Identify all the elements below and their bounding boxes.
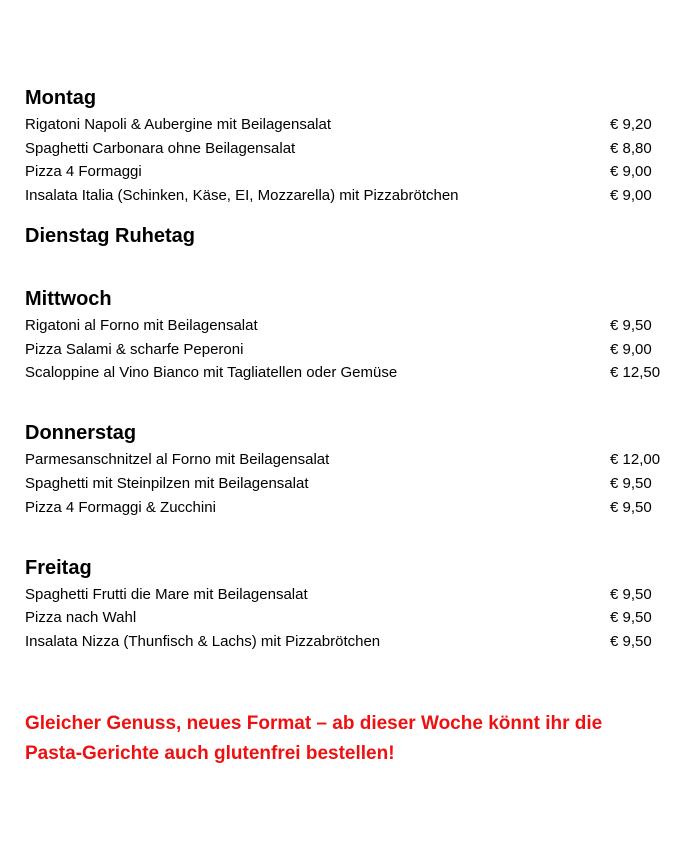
menu-item — [25, 162, 665, 182]
menu-item-name: Rigatoni al Forno mit Beilagensalat — [25, 317, 258, 334]
menu-item — [25, 363, 665, 383]
menu-item — [25, 585, 665, 605]
menu-item-name: Scaloppine al Vino Bianco mit Tagliatellen oder Gemüse — [25, 364, 398, 381]
menu-item — [25, 450, 665, 470]
menu-item — [25, 316, 665, 336]
menu-item — [25, 186, 665, 206]
gluten-free-notice — [25, 709, 675, 769]
notice-line-1: Gleicher Genuss, neues Format – ab dieser Woche könnt ihr die — [25, 713, 603, 734]
menu-item-name: Spaghetti Carbonara ohne Beilagensalat — [25, 140, 296, 157]
day-heading-mittwoch: Mittwoch — [25, 288, 112, 310]
menu-item — [25, 474, 665, 494]
menu-item — [25, 340, 665, 360]
menu-item-name: Spaghetti mit Steinpilzen mit Beilagensalat — [25, 475, 309, 492]
menu-item-price: € 9,00 — [610, 187, 652, 204]
menu-item-price: € 9,50 — [610, 609, 652, 626]
menu-item — [25, 632, 665, 652]
menu-item-name: Rigatoni Napoli & Aubergine mit Beilagensalat — [25, 116, 332, 133]
menu-item-price: € 9,50 — [610, 499, 652, 516]
day-heading-montag: Montag — [25, 87, 97, 109]
menu-item-price: € 9,50 — [610, 317, 652, 334]
menu-item-price: € 9,50 — [610, 475, 652, 492]
menu-item — [25, 139, 665, 159]
menu-item — [25, 498, 665, 518]
day-heading-donnerstag: Donnerstag — [25, 422, 137, 444]
menu-item-name: Pizza Salami & scharfe Peperoni — [25, 341, 244, 358]
menu-item-price: € 8,80 — [610, 140, 652, 157]
menu-item-price: € 9,50 — [610, 586, 652, 603]
menu-item-name: Pizza nach Wahl — [25, 609, 137, 626]
menu-item-price: € 9,20 — [610, 116, 652, 133]
menu-item-price: € 12,00 — [610, 451, 661, 468]
menu-item-price: € 12,50 — [610, 364, 661, 381]
menu-item — [25, 608, 665, 628]
menu-item-name: Insalata Italia (Schinken, Käse, EI, Mozzarella) mit Pizzabrötchen — [25, 187, 459, 204]
menu-item-price: € 9,00 — [610, 163, 652, 180]
menu-item-price: € 9,00 — [610, 341, 652, 358]
menu-item-name: Pizza 4 Formaggi — [25, 163, 142, 180]
notice-line-2: Pasta-Gerichte auch glutenfrei bestellen! — [25, 743, 395, 764]
menu-item-price: € 9,50 — [610, 633, 652, 650]
menu-item — [25, 115, 665, 135]
menu-item-name: Spaghetti Frutti die Mare mit Beilagensalat — [25, 586, 308, 603]
menu-item-name: Parmesanschnitzel al Forno mit Beilagensalat — [25, 451, 330, 468]
menu-item-name: Pizza 4 Formaggi & Zucchini — [25, 499, 216, 516]
day-heading-dienstag: Dienstag Ruhetag — [25, 225, 196, 247]
day-heading-freitag: Freitag — [25, 557, 92, 579]
menu-item-name: Insalata Nizza (Thunfisch & Lachs) mit Pizzabrötchen — [25, 633, 381, 650]
